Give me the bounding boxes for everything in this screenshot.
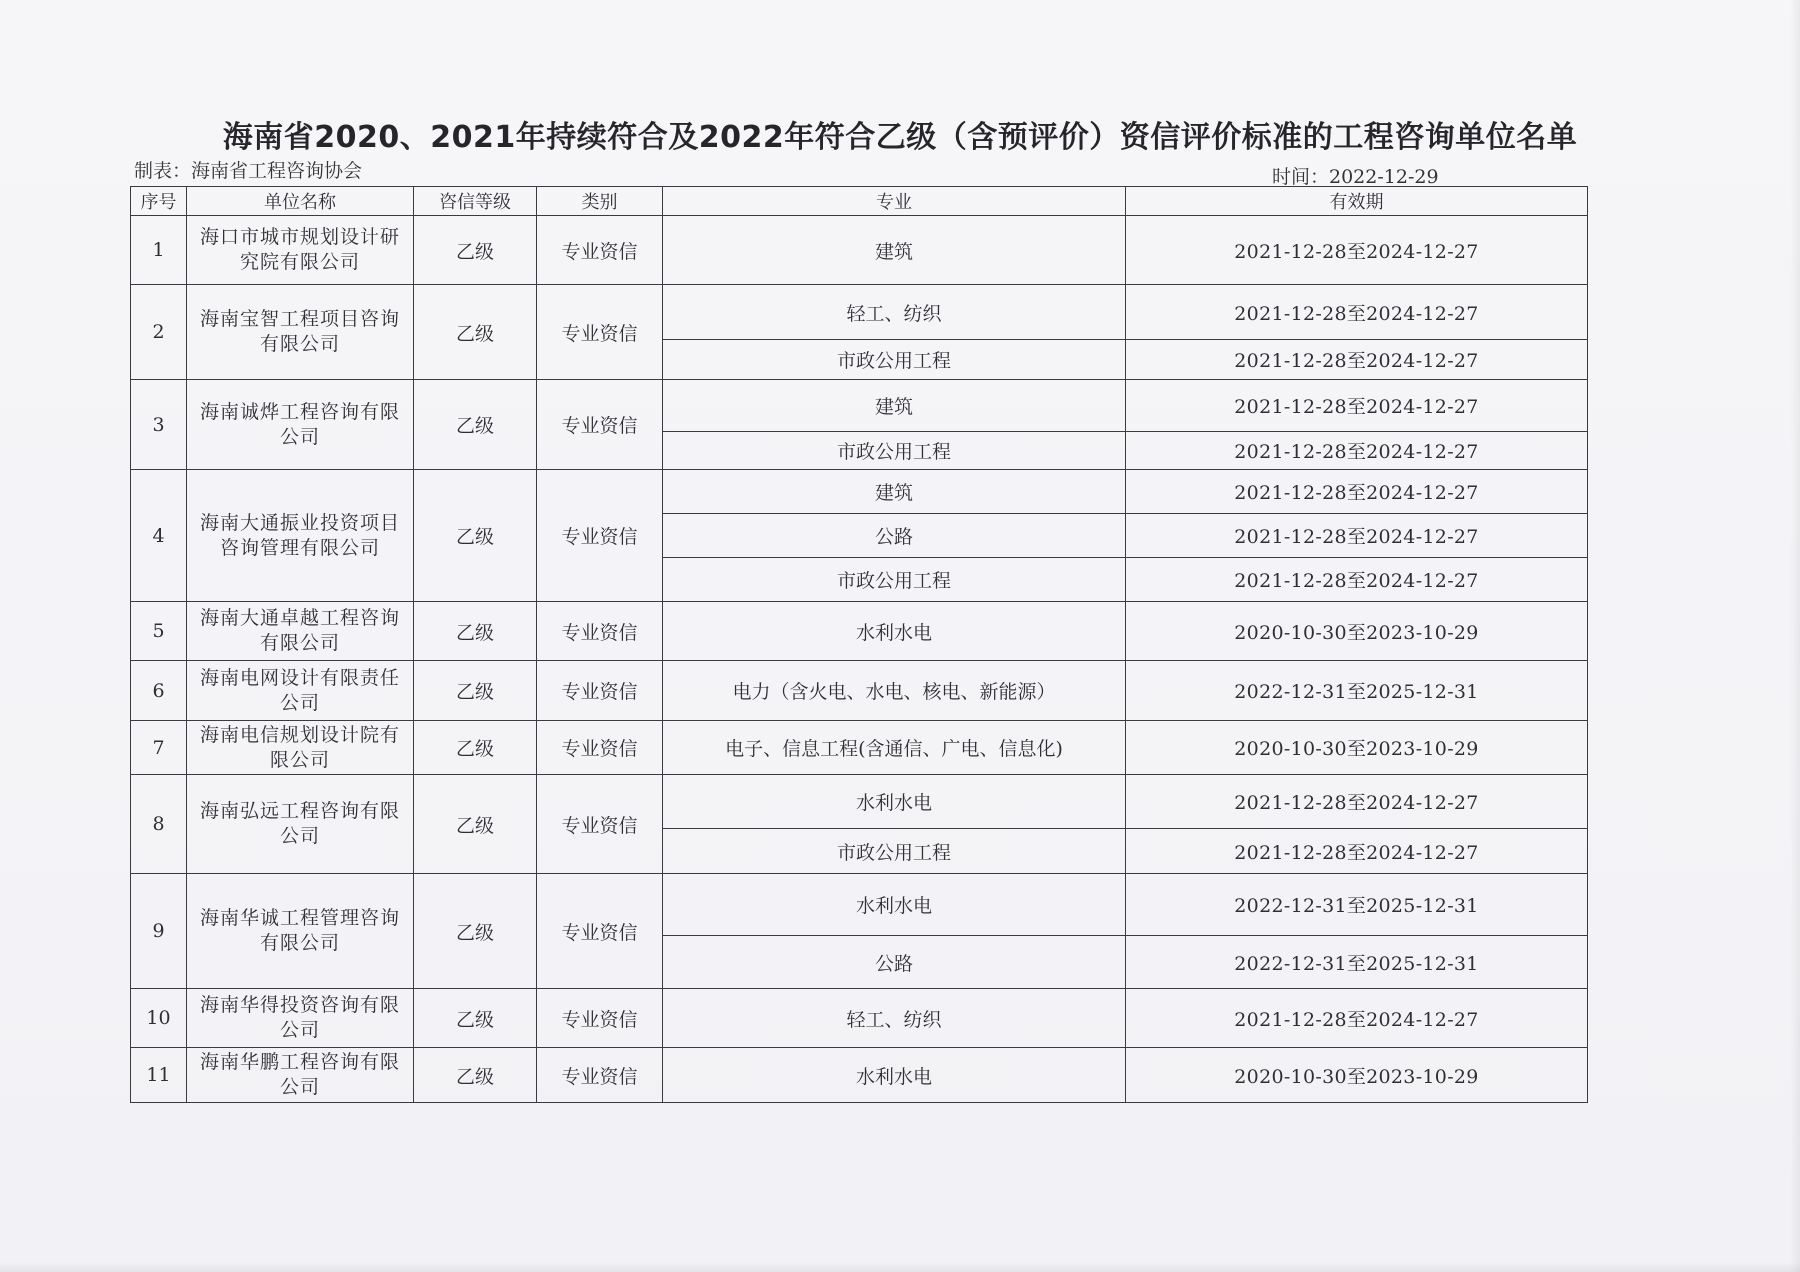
page-edge-shadow	[1790, 0, 1800, 1272]
category-cell: 专业资信	[537, 380, 663, 470]
category-cell: 专业资信	[537, 874, 663, 989]
table-row	[131, 721, 1588, 775]
row-number-cell: 1	[131, 216, 187, 285]
category-cell: 专业资信	[537, 775, 663, 874]
row-number-cell: 6	[131, 661, 187, 721]
row-number-cell: 11	[131, 1048, 187, 1103]
specialty-cell: 轻工、纺织	[663, 989, 1126, 1048]
specialty-cell: 市政公用工程	[663, 558, 1126, 602]
header-name: 单位名称	[187, 187, 414, 216]
grade-cell: 乙级	[414, 989, 537, 1048]
document-title: 海南省2020、2021年持续符合及2022年符合乙级（含预评价）资信评价标准的工程咨询单位名单	[222, 120, 1578, 155]
specialty-cell: 水利水电	[663, 602, 1126, 661]
table-row	[131, 1048, 1588, 1103]
table-row	[131, 989, 1588, 1048]
specialty-cell: 水利水电	[663, 874, 1126, 936]
validity-cell: 2020-10-30至2023-10-29	[1126, 721, 1588, 775]
unit-name-cell: 海口市城市规划设计研究院有限公司	[187, 216, 414, 285]
validity-cell: 2021-12-28至2024-12-27	[1126, 285, 1588, 340]
row-number-cell: 2	[131, 285, 187, 380]
specialty-cell: 建筑	[663, 216, 1126, 285]
validity-cell: 2021-12-28至2024-12-27	[1126, 432, 1588, 470]
grade-cell: 乙级	[414, 602, 537, 661]
date-label: 时间：2022-12-29	[1272, 166, 1439, 188]
specialty-cell: 市政公用工程	[663, 432, 1126, 470]
validity-cell: 2022-12-31至2025-12-31	[1126, 936, 1588, 989]
validity-cell: 2021-12-28至2024-12-27	[1126, 470, 1588, 514]
specialty-cell: 建筑	[663, 470, 1126, 514]
row-number-cell: 5	[131, 602, 187, 661]
grade-cell: 乙级	[414, 775, 537, 874]
header-specialty: 专业	[663, 187, 1126, 216]
unit-name-cell: 海南华诚工程管理咨询有限公司	[187, 874, 414, 989]
validity-cell: 2020-10-30至2023-10-29	[1126, 602, 1588, 661]
unit-name-cell: 海南华得投资咨询有限公司	[187, 989, 414, 1048]
table-row	[131, 661, 1588, 721]
unit-name-cell: 海南宝智工程项目咨询有限公司	[187, 285, 414, 380]
header-category: 类别	[537, 187, 663, 216]
grade-cell: 乙级	[414, 1048, 537, 1103]
row-number-cell: 3	[131, 380, 187, 470]
table-row	[131, 602, 1588, 661]
row-number-cell: 9	[131, 874, 187, 989]
category-cell: 专业资信	[537, 721, 663, 775]
unit-name-cell: 海南大通振业投资项目咨询管理有限公司	[187, 470, 414, 602]
header-validity: 有效期	[1126, 187, 1588, 216]
specialty-cell: 市政公用工程	[663, 340, 1126, 380]
unit-name-cell: 海南华鹏工程咨询有限公司	[187, 1048, 414, 1103]
category-cell: 专业资信	[537, 989, 663, 1048]
category-cell: 专业资信	[537, 285, 663, 380]
specialty-cell: 建筑	[663, 380, 1126, 432]
validity-cell: 2021-12-28至2024-12-27	[1126, 514, 1588, 558]
grade-cell: 乙级	[414, 285, 537, 380]
row-number-cell: 8	[131, 775, 187, 874]
header-grade: 咨信等级	[414, 187, 537, 216]
grade-cell: 乙级	[414, 470, 537, 602]
table-row	[131, 380, 1588, 432]
specialty-cell: 轻工、纺织	[663, 285, 1126, 340]
table-body	[131, 216, 1588, 1103]
specialty-cell: 公路	[663, 514, 1126, 558]
validity-cell: 2021-12-28至2024-12-27	[1126, 340, 1588, 380]
specialty-cell: 市政公用工程	[663, 829, 1126, 874]
unit-name-cell: 海南电网设计有限责任公司	[187, 661, 414, 721]
validity-cell: 2021-12-28至2024-12-27	[1126, 989, 1588, 1048]
category-cell: 专业资信	[537, 216, 663, 285]
grade-cell: 乙级	[414, 380, 537, 470]
grade-cell: 乙级	[414, 874, 537, 989]
table-header-row	[131, 187, 1588, 216]
specialty-cell: 水利水电	[663, 1048, 1126, 1103]
validity-cell: 2022-12-31至2025-12-31	[1126, 874, 1588, 936]
row-number-cell: 7	[131, 721, 187, 775]
validity-cell: 2021-12-28至2024-12-27	[1126, 216, 1588, 285]
specialty-cell: 电力（含火电、水电、核电、新能源）	[663, 661, 1126, 721]
category-cell: 专业资信	[537, 1048, 663, 1103]
validity-cell: 2021-12-28至2024-12-27	[1126, 775, 1588, 829]
unit-roster-table	[130, 186, 1588, 1103]
row-number-cell: 4	[131, 470, 187, 602]
table-row	[131, 775, 1588, 829]
table-row	[131, 874, 1588, 936]
category-cell: 专业资信	[537, 602, 663, 661]
specialty-cell: 电子、信息工程(含通信、广电、信息化)	[663, 721, 1126, 775]
category-cell: 专业资信	[537, 661, 663, 721]
grade-cell: 乙级	[414, 721, 537, 775]
header-no: 序号	[131, 187, 187, 216]
table-row	[131, 285, 1588, 340]
category-cell: 专业资信	[537, 470, 663, 602]
grade-cell: 乙级	[414, 216, 537, 285]
grade-cell: 乙级	[414, 661, 537, 721]
table-row	[131, 216, 1588, 285]
validity-cell: 2022-12-31至2025-12-31	[1126, 661, 1588, 721]
row-number-cell: 10	[131, 989, 187, 1048]
validity-cell: 2020-10-30至2023-10-29	[1126, 1048, 1588, 1103]
unit-name-cell: 海南诚烨工程咨询有限公司	[187, 380, 414, 470]
unit-name-cell: 海南弘远工程咨询有限公司	[187, 775, 414, 874]
validity-cell: 2021-12-28至2024-12-27	[1126, 558, 1588, 602]
specialty-cell: 公路	[663, 936, 1126, 989]
validity-cell: 2021-12-28至2024-12-27	[1126, 380, 1588, 432]
unit-name-cell: 海南电信规划设计院有限公司	[187, 721, 414, 775]
validity-cell: 2021-12-28至2024-12-27	[1126, 829, 1588, 874]
maker-label: 制表：海南省工程咨询协会	[134, 160, 363, 182]
unit-name-cell: 海南大通卓越工程咨询有限公司	[187, 602, 414, 661]
page-bottom-shadow	[0, 1262, 1800, 1272]
specialty-cell: 水利水电	[663, 775, 1126, 829]
table-row	[131, 470, 1588, 514]
